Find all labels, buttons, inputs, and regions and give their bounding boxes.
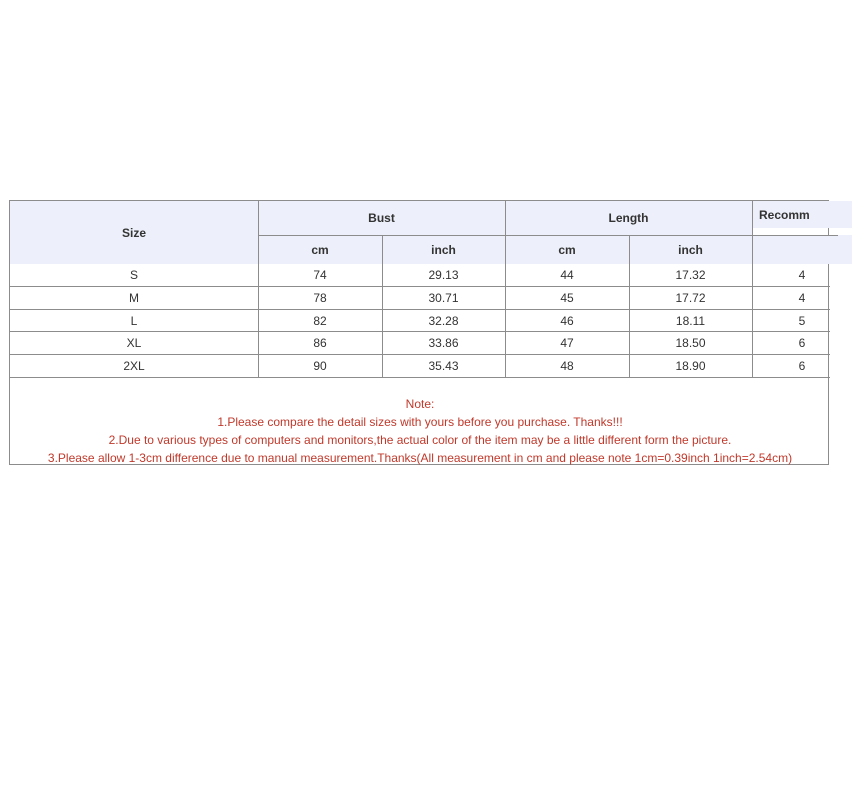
cell-bust-inch: 33.86	[428, 336, 459, 350]
size-chart-table	[9, 200, 810, 466]
cell-size: XL	[126, 336, 142, 350]
cell-bust-cm: 82	[313, 313, 327, 328]
cell-length-cm: 46	[560, 313, 574, 328]
header-length	[505, 201, 752, 235]
cell-bust-inch: 29.13	[428, 268, 459, 282]
header-recommend-label: Recomm	[759, 207, 810, 222]
cell-bust-inch: 32.28	[428, 313, 459, 328]
header-length-inch-label: inch	[678, 242, 703, 257]
cell-length-inch: 18.50	[675, 336, 706, 350]
cell-bust-inch: 35.43	[428, 359, 459, 373]
header-length-cm	[505, 235, 629, 264]
cell-length-cm: 48	[560, 359, 574, 373]
cell-length-inch: 17.32	[675, 268, 706, 282]
cell-recommend: 5	[798, 313, 806, 328]
size-chart-frame	[9, 200, 829, 465]
header-recommend-sub	[752, 235, 852, 264]
header-recommend	[752, 201, 852, 228]
note-line-2: 2.Due to various types of computers and monitors,the actual color of the item may be a little different form the picture.	[108, 433, 732, 447]
cell-bust-inch: 30.71	[428, 291, 459, 305]
cell-length-cm: 44	[560, 268, 574, 282]
header-size-label: Size	[121, 225, 146, 240]
cell-recommend: 6	[798, 336, 806, 350]
cell-length-inch: 18.11	[675, 313, 706, 328]
cell-size: 2XL	[123, 359, 145, 373]
cell-size: M	[129, 291, 139, 305]
cell-bust-cm: 86	[313, 336, 327, 350]
header-size	[10, 201, 258, 264]
grid-line	[258, 235, 838, 236]
grid-line	[10, 377, 830, 378]
cell-length-inch: 17.72	[675, 291, 706, 305]
note-title: Note:	[405, 397, 435, 411]
note-line-3: 3.Please allow 1-3cm difference due to manual measurement.Thanks(All measurement in cm and please note 1cm=0.39inch 1inch=2.54cm)	[47, 451, 793, 465]
header-bust-inch-label: inch	[431, 242, 456, 257]
header-bust	[258, 201, 505, 235]
header-length-cm-label: cm	[558, 242, 576, 257]
cell-recommend: 4	[798, 268, 806, 282]
cell-size: S	[129, 268, 138, 282]
header-bust-inch	[382, 235, 505, 264]
cell-bust-cm: 74	[313, 268, 327, 282]
cell-length-cm: 45	[560, 291, 574, 305]
cell-recommend: 4	[798, 291, 806, 305]
header-length-inch	[629, 235, 752, 264]
note-line-1: 1.Please compare the detail sizes with yours before you purchase. Thanks!!!	[217, 415, 623, 429]
cell-bust-cm: 90	[313, 359, 327, 373]
cell-size: L	[130, 313, 138, 328]
header-bust-label: Bust	[368, 211, 395, 225]
cell-bust-cm: 78	[313, 291, 327, 305]
cell-length-cm: 47	[560, 336, 574, 350]
header-length-label: Length	[608, 211, 649, 225]
cell-recommend: 6	[798, 359, 806, 373]
cell-length-inch: 18.90	[675, 359, 706, 373]
header-bust-cm-label: cm	[311, 242, 329, 257]
header-bust-cm	[258, 235, 382, 264]
